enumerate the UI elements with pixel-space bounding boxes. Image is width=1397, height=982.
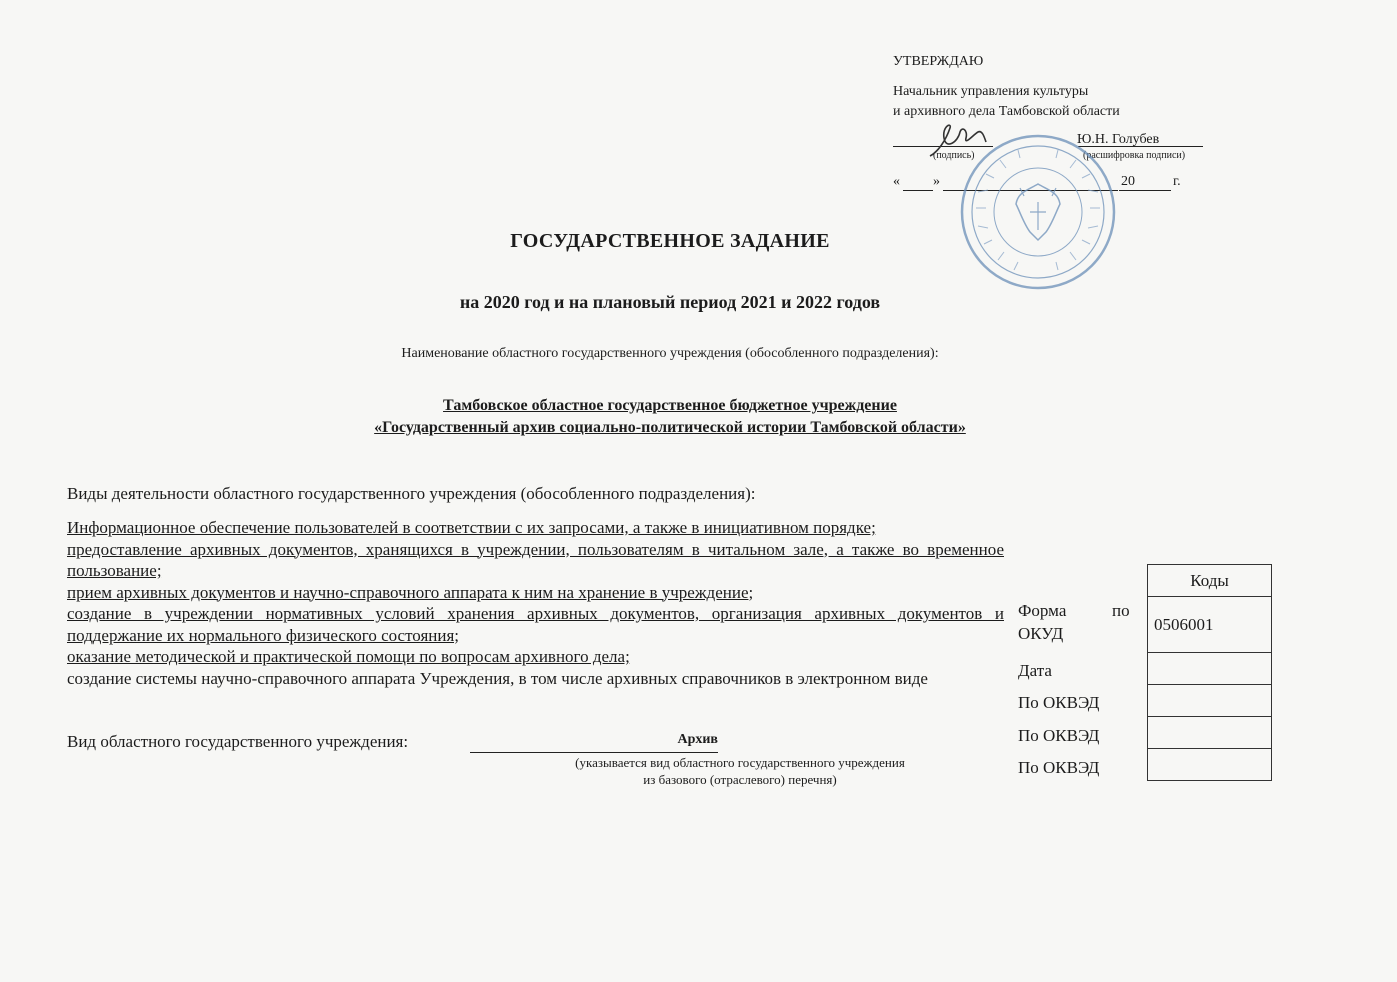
table-row <box>1148 565 1272 597</box>
approver-position-line2: и архивного дела Тамбовской области <box>893 104 1120 119</box>
okved-label: По ОКВЭД <box>1018 726 1100 745</box>
activity-item: предоставление архивных документов, хранящихся в учреждении, пользователям в читальном зале, а также во временное пользование; <box>67 539 1004 580</box>
date-label: Дата <box>1018 661 1052 680</box>
table-row <box>1148 653 1272 685</box>
approve-label: УТВЕРЖДАЮ <box>893 54 984 69</box>
table-row <box>1148 685 1272 717</box>
okud-value: 0506001 <box>1148 597 1272 653</box>
table-row <box>1148 717 1272 749</box>
activities-label: Виды деятельности областного государственного учреждения (обособленного подразделения): <box>67 484 756 503</box>
document-period: на 2020 год и на плановый период 2021 и 2022 годов <box>459 292 881 312</box>
okved-value-cell <box>1148 749 1272 781</box>
kind-value: Архив <box>470 732 718 753</box>
activity-item: создание системы научно-справочного аппарата Учреждения, в том числе архивных справочников в электронном виде <box>67 668 928 688</box>
okved-value-cell <box>1148 717 1272 749</box>
table-row <box>1148 597 1272 653</box>
okved-label: По ОКВЭД <box>1018 758 1100 777</box>
year-prefix: 20 <box>1121 174 1135 189</box>
activity-item: создание в учреждении нормативных условий хранения архивных документов, организация архивных документов и поддержание их нормального физического состояния; <box>67 604 1004 645</box>
signer-name: Ю.Н. Голубев <box>1077 132 1160 147</box>
signature-caption: (подпись) <box>933 150 975 161</box>
official-stamp-icon <box>958 132 1118 292</box>
date-value-cell <box>1148 653 1272 685</box>
activities-list <box>67 517 1004 689</box>
okved-value-cell <box>1148 685 1272 717</box>
kind-note-line1: (указывается вид областного государственного учреждения <box>575 755 905 770</box>
codes-header: Коды <box>1148 565 1272 597</box>
kind-label: Вид областного государственного учреждения: <box>67 732 409 751</box>
form-label: Форма <box>1018 601 1067 620</box>
date-year-line <box>1119 190 1171 191</box>
decode-caption: (расшифровка подписи) <box>1083 150 1186 161</box>
date-close-quote: » <box>933 174 940 189</box>
document-title: ГОСУДАРСТВЕННОЕ ЗАДАНИЕ <box>510 230 830 252</box>
form-label-po: по <box>1112 601 1130 620</box>
kind-note <box>470 754 1010 788</box>
kind-note-line2: из базового (отраслевого) перечня) <box>643 772 837 787</box>
okud-label: ОКУД <box>1018 624 1064 643</box>
year-suffix: г. <box>1173 174 1181 189</box>
date-open-quote: « <box>893 174 900 189</box>
activity-item: прием архивных документов и научно-справочного аппарата к ним на хранение в учреждение; <box>67 582 754 602</box>
activity-item: Информационное обеспечение пользователей в соответствии с их запросами, а также в инициативном порядке; <box>67 518 876 537</box>
institution-caption: Наименование областного государственного учреждения (обособленного подразделения): <box>401 346 939 361</box>
codes-table <box>1147 564 1272 781</box>
activity-item: оказание методической и практической помощи по вопросам архивного дела; <box>67 647 630 666</box>
okved-label: По ОКВЭД <box>1018 693 1100 712</box>
institution-name-line2: «Государственный архив социально-политической истории Тамбовской области» <box>374 419 966 436</box>
date-day-line <box>903 190 933 191</box>
approver-position-line1: Начальник управления культуры <box>893 84 1089 99</box>
institution-name-line1: Тамбовское областное государственное бюджетное учреждение <box>443 397 897 414</box>
table-row <box>1148 749 1272 781</box>
